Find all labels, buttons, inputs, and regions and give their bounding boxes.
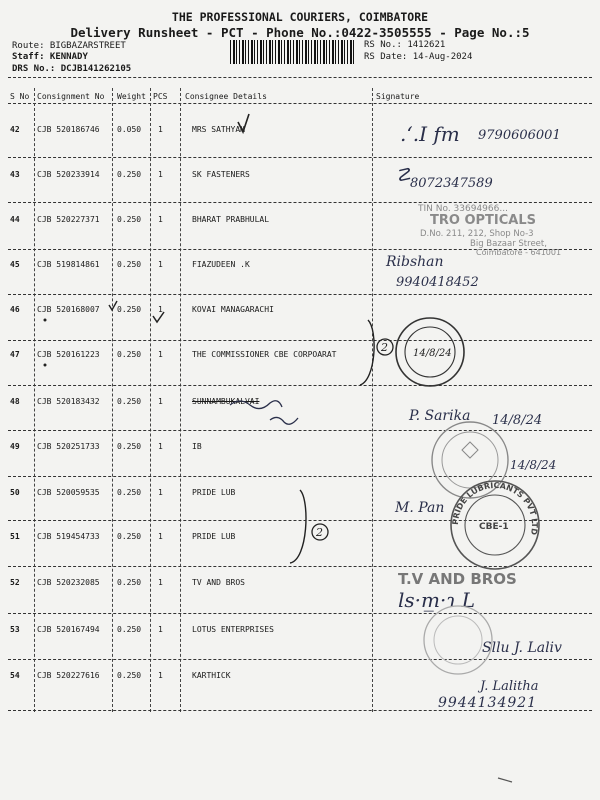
svg-text:2: 2 (381, 341, 388, 354)
row-pcs: 1 (158, 488, 163, 497)
signature-name: M. Pan (395, 500, 445, 516)
signature-mark: Sllu J. Laliv (482, 640, 562, 656)
row-consignee: LOTUS ENTERPRISES (192, 625, 274, 634)
row-divider (8, 294, 592, 295)
row-consignee: MRS SATHYAM (192, 125, 245, 134)
row-pcs: 1 (158, 305, 163, 314)
row-consignee: SK FASTENERS (192, 170, 250, 179)
stamp-center-text: CBE-1 (479, 522, 509, 532)
barcode (230, 40, 354, 64)
row-divider (8, 520, 592, 521)
row-consignee: IB (192, 442, 202, 451)
company-title: THE PROFESSIONAL COURIERS, COIMBATORE (171, 10, 429, 24)
col-header-signature: Signature (376, 92, 420, 101)
signature-phone: 9940418452 (396, 275, 479, 290)
row-sno: 51 (10, 532, 20, 541)
row-weight: 0.250 (117, 260, 142, 269)
row-consignment: CJB 520168007 (37, 305, 100, 314)
row-weight: 0.250 (117, 488, 142, 497)
row-consignee: KOVAI MANAGARACHI (192, 305, 274, 314)
signature-phone: 9790606001 (478, 128, 561, 143)
row-sno: 50 (10, 488, 20, 497)
signature-mark: ☡ (395, 165, 412, 186)
table-row (0, 297, 600, 345)
col-header-consignee: Consignee Details (185, 92, 267, 101)
header-divider (8, 77, 592, 78)
row-divider (8, 613, 592, 614)
stamp-date: 14/8/24 (413, 348, 452, 359)
row-sno: 49 (10, 442, 20, 451)
row-consignee: PRIDE LUB (192, 532, 236, 541)
row-consignment: CJB 520232085 (37, 578, 100, 587)
row-consignment: CJB 520227371 (37, 215, 100, 224)
row-pcs: 1 (158, 125, 163, 134)
signature-mark: .‘.I fm (400, 122, 460, 146)
row-sno: 52 (10, 578, 20, 587)
stamp-text: Coimbatore - 641001 (476, 248, 562, 257)
column-header-divider (8, 103, 592, 104)
table-row (0, 252, 600, 300)
row-sno: 48 (10, 397, 20, 406)
col-header-pcs: PCS (153, 92, 168, 101)
row-divider (8, 476, 592, 477)
row-weight: 0.250 (117, 350, 142, 359)
row-divider (8, 157, 592, 158)
row-pcs: 1 (158, 532, 163, 541)
row-weight: 0.250 (117, 532, 142, 541)
row-consignee: THE COMMISSIONER CBE CORPOARAT (192, 350, 337, 359)
row-consignee: PRIDE LUB (192, 488, 236, 497)
staff-label: Staff: KENNADY (12, 52, 88, 62)
signature-phone: 8072347589 (410, 176, 493, 191)
row-consignment: CJB 520167494 (37, 625, 100, 634)
row-divider (8, 430, 592, 431)
table-row (0, 524, 600, 572)
stray-mark (498, 778, 512, 782)
signature-name: Ribshan (386, 254, 444, 270)
row-sno: 45 (10, 260, 20, 269)
col-header-sno: S No (10, 92, 30, 101)
row-weight: 0.250 (117, 578, 142, 587)
row-consignment: CJB 520183432 (37, 397, 100, 406)
row-consignment: CJB 519814861 (37, 260, 100, 269)
stamp-text: D.No. 211, 212, Shop No-3 (420, 229, 534, 239)
stamp-text: TIN No. 33694966... (418, 204, 508, 214)
row-sno: 53 (10, 625, 20, 634)
row-weight: 0.250 (117, 215, 142, 224)
row-weight: 0.250 (117, 397, 142, 406)
signature-name: P. Sarika (409, 408, 471, 424)
row-sno: 42 (10, 125, 20, 134)
row-divider (8, 566, 592, 567)
row-pcs: 1 (158, 442, 163, 451)
row-sno: 47 (10, 350, 20, 359)
row-sno: 46 (10, 305, 20, 314)
rs-number: RS No.: 1412621 (364, 40, 446, 50)
stamp-text: T.V AND BROS (398, 570, 517, 588)
row-weight: 0.050 (117, 125, 142, 134)
row-consignment: CJB 520227616 (37, 671, 100, 680)
row-consignment: CJB 520251733 (37, 442, 100, 451)
runsheet-subtitle: Delivery Runsheet - PCT - Phone No.:0422-3505555 - Page No.:5 (70, 25, 530, 40)
stamp-ring-text: PRIDE LUBRICANTS PVT LTD (450, 480, 540, 536)
row-sno: 44 (10, 215, 20, 224)
row-weight: 0.250 (117, 442, 142, 451)
row-pcs: 1 (158, 578, 163, 587)
signature-mark: ls·m̲·ɿ L (398, 588, 476, 612)
route-label: Route: BIGBAZARSTREET (12, 41, 126, 51)
row-consignment: CJB 519454733 (37, 532, 100, 541)
row-weight: 0.250 (117, 671, 142, 680)
row-pcs: 1 (158, 671, 163, 680)
table-row (0, 342, 600, 390)
row-pcs: 1 (158, 260, 163, 269)
row-pcs: 1 (158, 350, 163, 359)
col-header-weight: Weight (117, 92, 146, 101)
row-consignment: CJB 520161223 (37, 350, 100, 359)
row-sno: 54 (10, 671, 20, 680)
row-consignment: CJB 520186746 (37, 125, 100, 134)
stamp-text: TRO OPTICALS (430, 213, 536, 228)
stamp-text: Big Bazaar Street, (470, 239, 547, 249)
signature-phone: 9944134921 (438, 695, 538, 711)
row-pcs: 1 (158, 397, 163, 406)
row-consignee: TV AND BROS (192, 578, 245, 587)
signature-name: J. Lalitha (480, 679, 539, 694)
row-divider (8, 340, 592, 341)
row-divider (8, 202, 592, 203)
row-weight: 0.250 (117, 170, 142, 179)
row-pcs: 1 (158, 625, 163, 634)
row-divider (8, 385, 592, 386)
drs-number: DRS No.: DCJB141262105 (12, 64, 132, 74)
signature-date: 14/8/24 (492, 413, 543, 428)
row-consignee: FIAZUDEEN .K (192, 260, 250, 269)
row-divider (8, 659, 592, 660)
col-header-consignment: Consignment No (37, 92, 105, 101)
rs-date: RS Date: 14-Aug-2024 (364, 52, 473, 62)
row-weight: 0.250 (117, 625, 142, 634)
row-pcs: 1 (158, 215, 163, 224)
svg-text:2: 2 (316, 526, 323, 539)
signature-date: 14/8/24 (510, 458, 557, 472)
row-consignee: KARTHICK (192, 671, 231, 680)
row-consignment: CJB 520233914 (37, 170, 100, 179)
row-pcs: 1 (158, 170, 163, 179)
row-consignee: SUNNAMBUKALVAI (192, 397, 260, 406)
row-weight: 0.250 (117, 305, 142, 314)
row-consignment: CJB 520059535 (37, 488, 100, 497)
row-sno: 43 (10, 170, 20, 179)
row-consignee: BHARAT PRABHULAL (192, 215, 270, 224)
